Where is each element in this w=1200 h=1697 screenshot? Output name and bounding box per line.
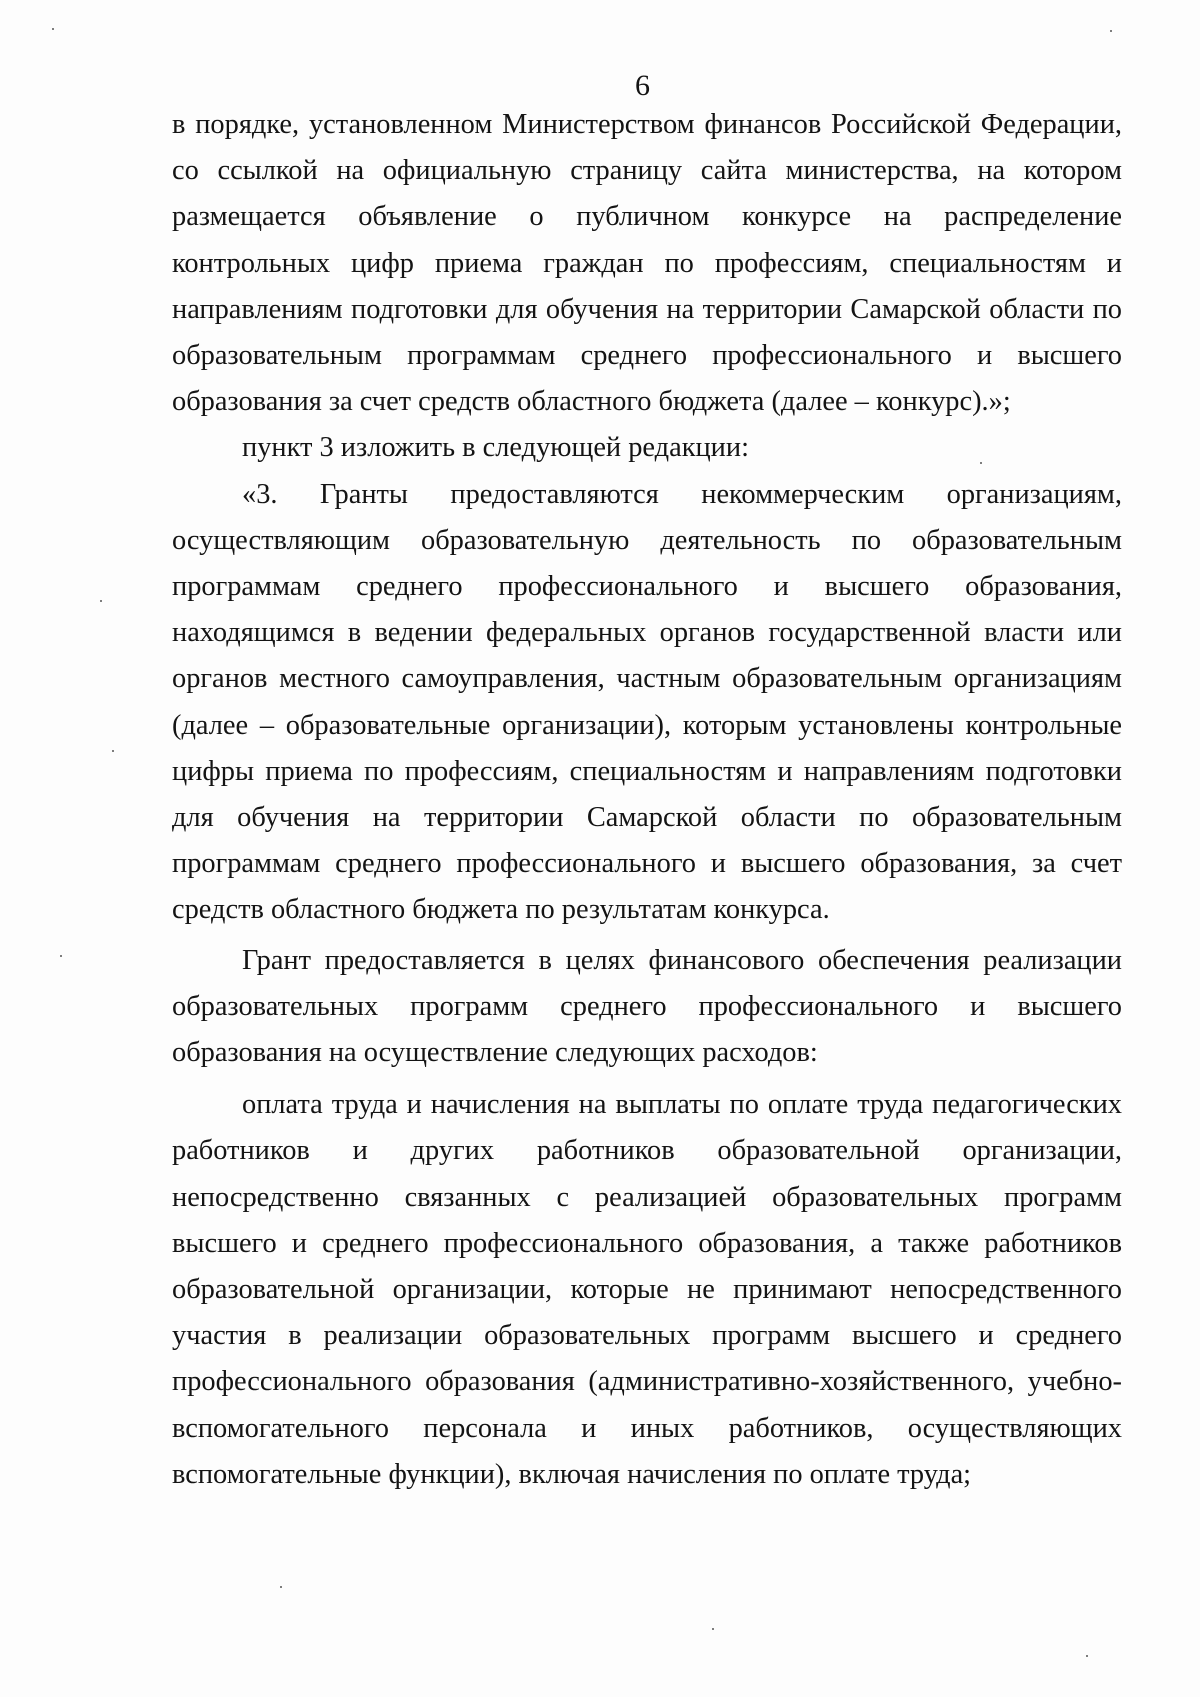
scan-speck	[712, 1628, 714, 1630]
paragraph-expense-item-salaries: оплата труда и начисления на выплаты по оплате труда педагогических работников и других работников образовательной организации, непосредственно связанных с реализацией образовательных программ высшего и среднего профессионального образования, а также работников образовательной организации, которые не принимают непосредственного участия в реализации образовательных программ высшего и среднего профессионального образования (административно-хозяйственного, учебно-вспомогательного персонала и иных работников, осуществляющих вспомогательные функции), включая начисления по оплате труда;	[172, 1089, 1122, 1490]
scan-speck	[52, 28, 54, 30]
page-number: 6	[635, 69, 650, 102]
document-body	[172, 102, 1122, 1498]
scan-speck	[1086, 1655, 1088, 1657]
scan-speck	[100, 600, 102, 602]
paragraph-procedure-continuation: в порядке, установленном Министерством финансов Российской Федерации, со ссылкой на официальную страницу сайта министерства, на котором размещается объявление о публичном конкурсе на распределение контрольных цифр приема граждан по профессиям, специальностям и направлениям подготовки для обучения на территории Самарской области по образовательным программам среднего профессионального и высшего образования за счет средств областного бюджета (далее – конкурс).»;	[172, 109, 1122, 418]
scan-speck	[1110, 30, 1112, 32]
scan-speck	[980, 462, 982, 464]
scan-speck	[280, 1586, 282, 1588]
scan-speck	[60, 955, 62, 957]
paragraph-amendment-instruction: пункт 3 изложить в следующей редакции:	[242, 432, 749, 464]
paragraph-grant-purpose: Грант предоставляется в целях финансового обеспечения реализации образовательных программ среднего профессионального и высшего образования на осуществление следующих расходов:	[172, 944, 1122, 1069]
paragraph-clause-3: «3. Гранты предоставляются некоммерческим организациям, осуществляющим образовательную деятельность по образовательным программам среднего профессионального и высшего образования, находящимся в ведении федеральных органов государственной власти или органов местного самоуправления, частным образовательным организациям (далее – образовательные организации), которым установлены контрольные цифры приема по профессиям, специальностям и направлениям подготовки для обучения на территории Самарской области по образовательным программам среднего профессионального и высшего образования, за счет средств областного бюджета по результатам конкурса.	[172, 478, 1122, 926]
scan-speck	[112, 750, 114, 752]
